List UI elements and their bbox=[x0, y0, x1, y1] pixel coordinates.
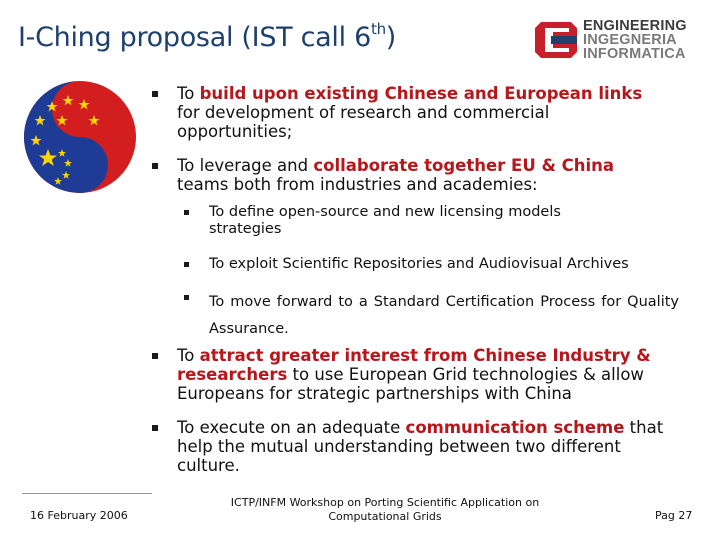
footer-page-number: Pag 27 bbox=[655, 509, 693, 522]
eu-china-yinyang-icon bbox=[22, 79, 138, 195]
bullet-text: To bbox=[177, 84, 200, 103]
footer-event: ICTP/INFM Workshop on Porting Scientific Application on Computational Grids bbox=[230, 496, 540, 523]
bullet-marker bbox=[152, 425, 158, 431]
bullet-text: for development of research and commercial opportunities; bbox=[177, 103, 550, 141]
bullet-text: To execute on an adequate bbox=[177, 418, 406, 437]
page-title-text: I-Ching proposal (IST call 6 bbox=[18, 22, 371, 53]
bullet-text: that help the mutual understanding between two different culture. bbox=[177, 418, 664, 475]
engineering-logo-mark-icon bbox=[533, 18, 579, 62]
sub-bullet-marker bbox=[184, 262, 189, 267]
bullet-leverage bbox=[177, 156, 657, 194]
logo-line-3: INFORMATICA bbox=[583, 46, 686, 62]
sub-bullet-repositories: To exploit Scientific Repositories and Audiovisual Archives bbox=[209, 256, 629, 272]
logo-line-2: INGEGNERIA bbox=[583, 32, 677, 48]
bullet-highlight: attract greater interest from Chinese Industry & researchers bbox=[177, 346, 651, 384]
bullet-highlight: collaborate together EU & China bbox=[313, 156, 615, 175]
bullet-highlight: build upon existing Chinese and European links bbox=[199, 84, 643, 103]
bullet-text: To bbox=[177, 346, 200, 365]
sub-bullet-marker bbox=[184, 295, 189, 300]
footer-date: 16 February 2006 bbox=[30, 509, 128, 522]
bullet-attract-interest bbox=[177, 346, 677, 403]
sub-bullet-licensing: To define open-source and new licensing models strategies bbox=[209, 204, 561, 237]
bullet-highlight: communication scheme bbox=[405, 418, 625, 437]
page-title-sup: th bbox=[371, 20, 386, 38]
bullet-marker bbox=[152, 91, 158, 97]
page-title bbox=[18, 22, 396, 53]
sub-bullet-certification: To move forward to a Standard Certification Process for Quality Assurance. bbox=[209, 294, 679, 337]
engineering-logo bbox=[533, 18, 703, 66]
bullet-communication bbox=[177, 418, 667, 475]
sub-bullet-marker bbox=[184, 210, 189, 215]
bullet-text: teams both from industries and academies: bbox=[177, 175, 538, 194]
footer-divider bbox=[22, 493, 152, 494]
logo-wordmark bbox=[583, 19, 687, 61]
page-title-close: ) bbox=[385, 22, 397, 53]
bullet-marker bbox=[152, 163, 158, 169]
logo-line-1: ENGINEERING bbox=[583, 18, 687, 34]
bullet-text: To leverage and bbox=[177, 156, 314, 175]
bullet-text: to use European Grid technologies & allow Europeans for strategic partnerships with China bbox=[177, 365, 644, 403]
bullet-marker bbox=[152, 353, 158, 359]
bullet-build-upon bbox=[177, 84, 657, 141]
